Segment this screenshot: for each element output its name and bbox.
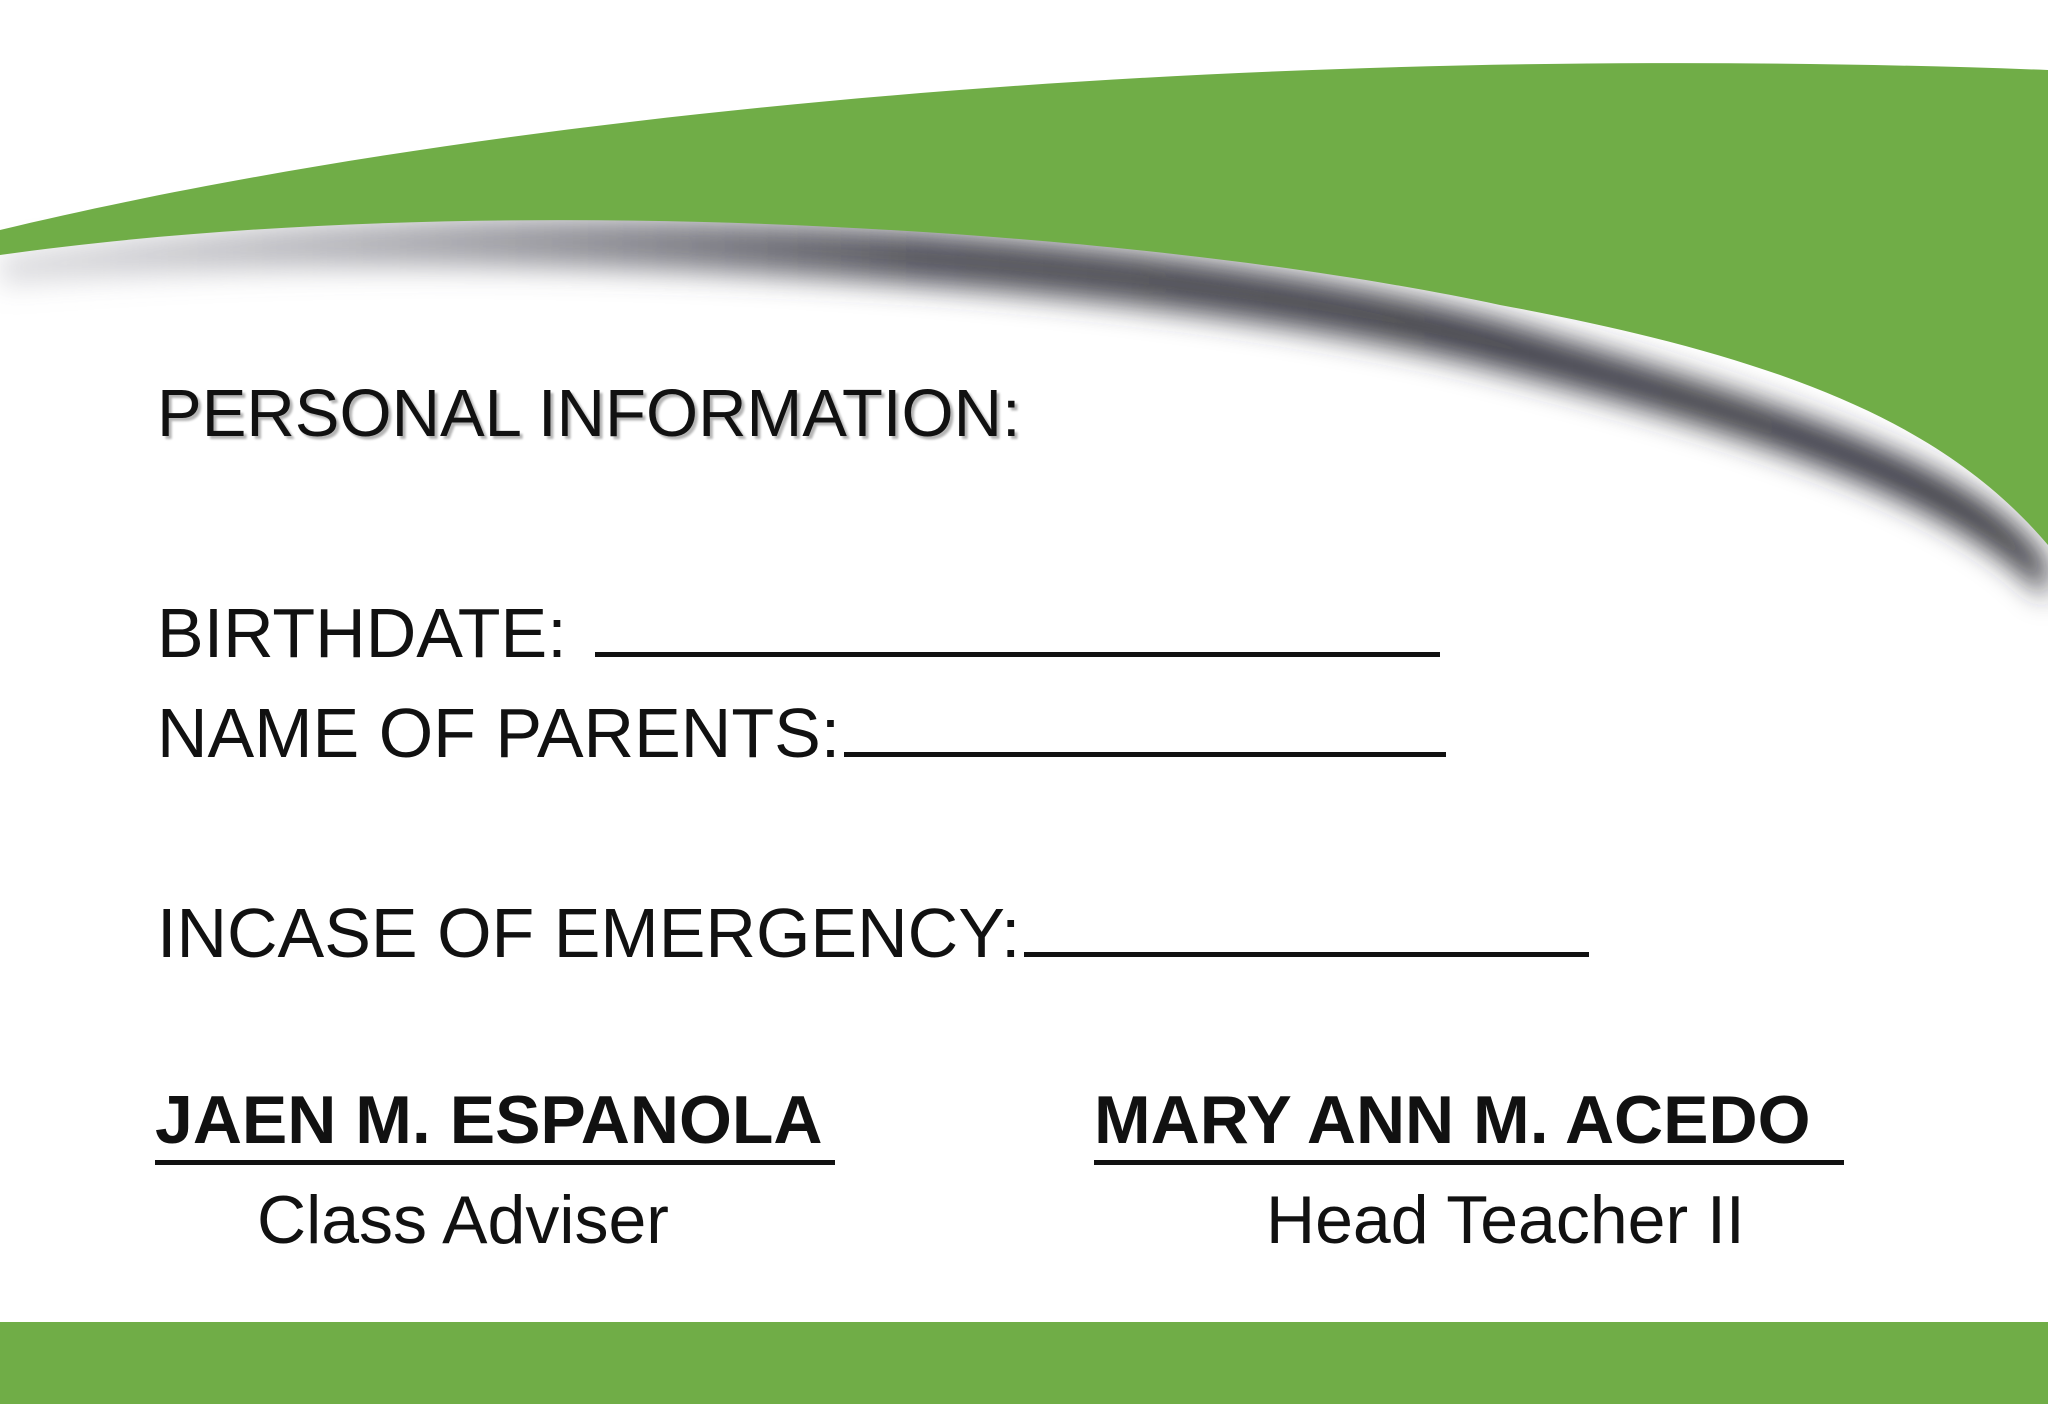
personal-information-heading: PERSONAL INFORMATION: (157, 376, 1021, 451)
bottom-green-band (0, 1322, 2048, 1404)
top-green-swoosh (0, 63, 2048, 545)
head-teacher-title: Head Teacher II (1266, 1182, 1745, 1258)
emergency-field (157, 890, 1589, 972)
name-of-parents-label: NAME OF PARENTS: (157, 694, 841, 772)
head-teacher-name: MARY ANN M. ACEDO (1094, 1086, 1844, 1165)
birthdate-blank-line (595, 590, 1440, 657)
birthdate-field (157, 590, 1440, 672)
name-of-parents-field (157, 690, 1446, 772)
name-of-parents-blank-line (844, 690, 1446, 757)
class-adviser-title: Class Adviser (257, 1182, 669, 1258)
birthdate-label: BIRTHDATE: (157, 594, 567, 672)
class-adviser-name: JAEN M. ESPANOLA (155, 1086, 835, 1165)
emergency-label: INCASE OF EMERGENCY: (157, 894, 1021, 972)
emergency-blank-line (1024, 890, 1589, 957)
